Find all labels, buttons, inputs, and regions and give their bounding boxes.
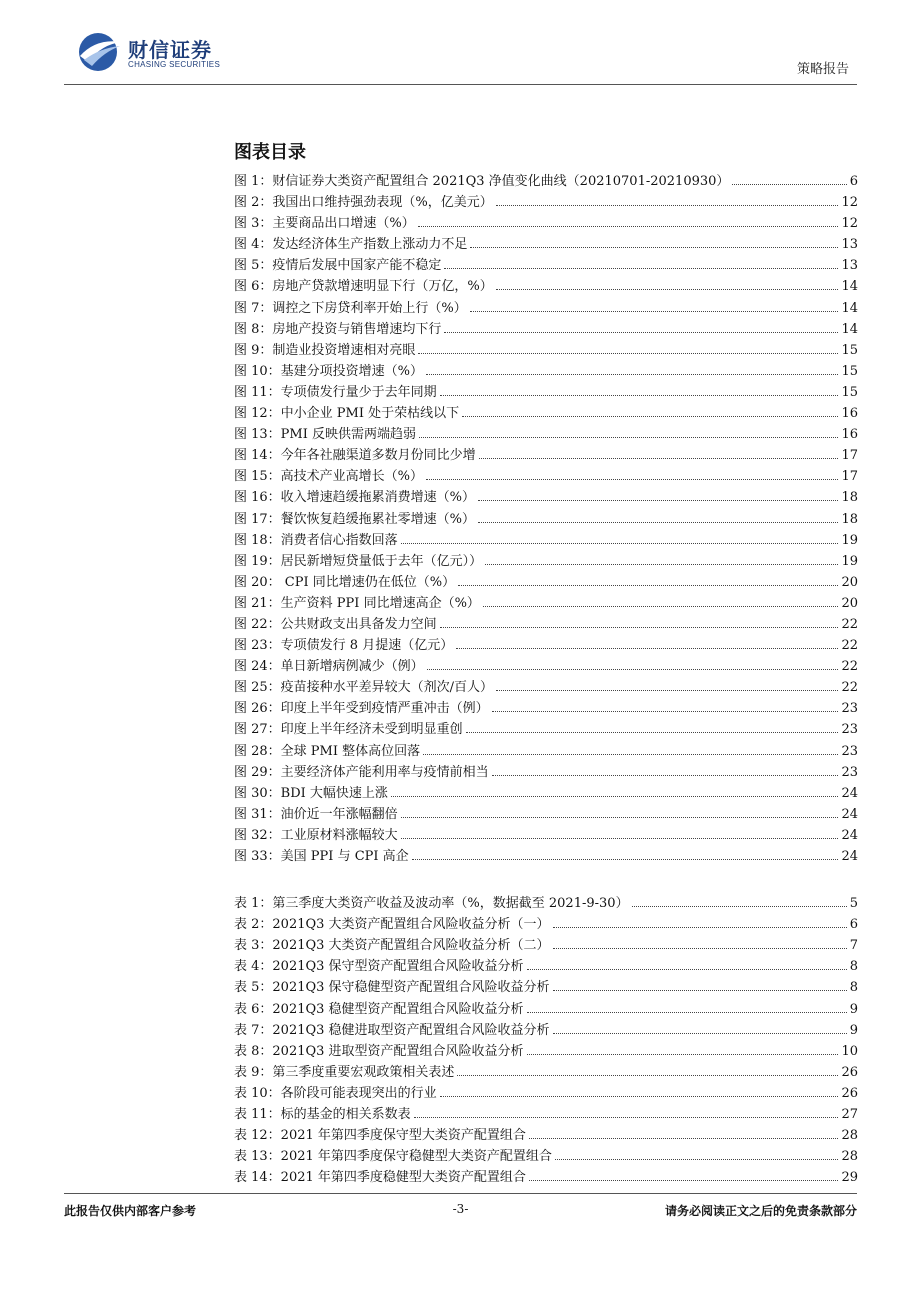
toc-entry-page: 24	[841, 827, 858, 843]
toc-entry-label: 图 16：收入增速趋缓拖累消费增速（%）	[234, 490, 476, 506]
dot-leader	[440, 385, 839, 396]
toc-entry-label: 图 25：疫苗接种水平差异较大（剂次/百人）	[234, 680, 494, 696]
dot-leader	[466, 722, 839, 733]
toc-entry[interactable]	[234, 955, 858, 976]
dot-leader	[418, 216, 839, 227]
toc-entry[interactable]	[234, 191, 858, 212]
dot-leader	[496, 680, 838, 691]
toc-entry[interactable]	[234, 892, 858, 913]
toc-entry[interactable]	[234, 486, 858, 507]
toc-entry[interactable]	[234, 550, 858, 571]
toc-entry[interactable]	[234, 782, 858, 803]
toc-entry[interactable]	[234, 402, 858, 423]
dot-leader	[555, 1149, 839, 1160]
dot-leader	[412, 849, 839, 860]
toc-entry-page: 9	[849, 1022, 858, 1038]
dot-leader	[458, 575, 838, 586]
dot-leader	[553, 917, 847, 928]
dot-leader	[444, 322, 838, 333]
toc-entry-label: 表 13：2021 年第四季度保守稳健型大类资产配置组合	[234, 1149, 552, 1165]
toc-entry[interactable]	[234, 934, 858, 955]
toc-entry-label: 图 27：印度上半年经济未受到明显重创	[234, 722, 463, 738]
toc-entry[interactable]	[234, 1019, 858, 1040]
toc-entry[interactable]	[234, 1145, 858, 1166]
toc-entry-page: 10	[841, 1043, 858, 1059]
dot-leader	[732, 174, 846, 185]
toc-entry-label: 图 17：餐饮恢复趋缓拖累社零增速（%）	[234, 511, 476, 527]
dot-leader	[414, 1107, 839, 1118]
dot-leader	[553, 938, 847, 949]
toc-entry-page: 12	[841, 216, 858, 232]
toc-entry[interactable]	[234, 381, 858, 402]
toc-entry[interactable]	[234, 254, 858, 275]
dot-leader	[527, 959, 847, 970]
toc-entry-page: 20	[841, 574, 858, 590]
toc-entry-label: 图 18：消费者信心指数回落	[234, 532, 398, 548]
toc-entry[interactable]	[234, 1166, 858, 1187]
dot-leader	[391, 786, 839, 797]
toc-entry-page: 18	[841, 490, 858, 506]
toc-entry-page: 26	[841, 1085, 858, 1101]
toc-entry-label: 表 8：2021Q3 进取型资产配置组合风险收益分析	[234, 1043, 524, 1059]
toc-entry[interactable]	[234, 529, 858, 550]
toc-entry-page: 8	[849, 980, 858, 996]
toc-entry-page: 9	[849, 1001, 858, 1017]
toc-entry-page: 22	[841, 680, 858, 696]
toc-entry[interactable]	[234, 976, 858, 997]
dot-leader	[419, 427, 838, 438]
toc-entry-label: 图 9：制造业投资增速相对亮眼	[234, 342, 416, 358]
toc-entry[interactable]	[234, 761, 858, 782]
toc-entry-page: 20	[841, 595, 858, 611]
toc-entry-label: 表 12：2021 年第四季度保守型大类资产配置组合	[234, 1128, 526, 1144]
toc-entry-label: 图 33：美国 PPI 与 CPI 高企	[234, 849, 409, 864]
toc-entry-label: 图 31：油价近一年涨幅翻倍	[234, 806, 398, 822]
toc-entry-label: 图 30：BDI 大幅快速上涨	[234, 785, 388, 801]
figure-list	[234, 170, 858, 866]
toc-entry-page: 28	[841, 1128, 858, 1144]
toc-entry-page: 15	[841, 363, 858, 379]
dot-leader	[401, 828, 839, 839]
toc-entry[interactable]	[234, 655, 858, 676]
toc-entry-label: 图 29：主要经济体产能利用率与疫情前相当	[234, 764, 489, 780]
toc-entry[interactable]	[234, 592, 858, 613]
page-number: -3-	[452, 1202, 469, 1216]
toc-entry-page: 24	[841, 785, 858, 801]
toc-entry[interactable]	[234, 275, 858, 296]
toc-entry-page: 8	[849, 959, 858, 975]
dot-leader	[470, 301, 839, 312]
dot-leader	[529, 1128, 839, 1139]
toc-entry[interactable]	[234, 339, 858, 360]
dot-leader	[444, 258, 838, 269]
toc-entry-label: 图 32：工业原材料涨幅较大	[234, 827, 398, 843]
toc-entry-label: 表 7：2021Q3 稳健进取型资产配置组合风险收益分析	[234, 1022, 550, 1038]
dot-leader	[470, 237, 838, 248]
dot-leader	[485, 554, 838, 565]
toc-entry-page: 15	[841, 384, 858, 400]
toc-entry-label: 表 11：标的基金的相关系数表	[234, 1107, 411, 1123]
toc-entry-label: 图 22：公共财政支出具备发力空间	[234, 616, 437, 632]
dot-leader	[527, 1044, 839, 1055]
toc-entry-label: 表 1：第三季度大类资产收益及波动率（%，数据截至 2021-9-30）	[234, 896, 629, 912]
company-logo	[76, 30, 336, 76]
toc-entry[interactable]	[234, 740, 858, 761]
toc-entry-page: 23	[841, 701, 858, 717]
toc-entry-label: 图 23：专项债发行 8 月提速（亿元）	[234, 638, 454, 654]
toc-entry[interactable]	[234, 676, 858, 697]
toc-entry[interactable]	[234, 634, 858, 655]
toc-entry-label: 表 4：2021Q3 保守型资产配置组合风险收益分析	[234, 959, 524, 975]
dot-leader	[632, 896, 847, 907]
toc-entry-label: 图 26：印度上半年受到疫情严重冲击（例）	[234, 701, 489, 717]
toc-entry-page: 13	[841, 258, 858, 274]
toc-entry[interactable]	[234, 613, 858, 634]
dot-leader	[553, 980, 847, 991]
toc-entry-label: 图 24：单日新增病例减少（例）	[234, 659, 424, 675]
toc-entry-page: 23	[841, 722, 858, 738]
toc-entry-label: 图 15：高技术产业高增长（%）	[234, 469, 424, 485]
dot-leader	[527, 1002, 847, 1013]
toc-entry[interactable]	[234, 1040, 858, 1061]
toc-entry[interactable]	[234, 845, 858, 866]
toc-entry[interactable]	[234, 913, 858, 934]
toc-entry-label: 图 12：中小企业 PMI 处于荣枯线以下	[234, 406, 460, 422]
toc-entry[interactable]	[234, 824, 858, 845]
footer-divider	[64, 1193, 857, 1194]
dot-leader	[401, 807, 839, 818]
toc-entry[interactable]	[234, 718, 858, 739]
toc-entry-page: 15	[841, 342, 858, 358]
toc-entry-label: 图 20： CPI 同比增速仍在低位（%）	[234, 574, 456, 590]
dot-leader	[426, 364, 838, 375]
toc-entry-page: 5	[849, 896, 858, 912]
logo-english-name: CHASING SECURITIES	[128, 60, 221, 69]
toc-entry-page: 22	[841, 638, 858, 654]
dot-leader	[478, 490, 838, 501]
toc-entry-label: 图 7：调控之下房贷利率开始上行（%）	[234, 300, 467, 316]
toc-section	[234, 138, 858, 1187]
toc-entry-label: 图 28：全球 PMI 整体高位回落	[234, 743, 421, 759]
dot-leader	[553, 1023, 847, 1034]
toc-entry-page: 13	[841, 237, 858, 253]
toc-entry-label: 图 2：我国出口维持强劲表现（%，亿美元）	[234, 195, 493, 211]
toc-entry-label: 图 6：房地产贷款增速明显下行（万亿，%）	[234, 279, 493, 295]
toc-entry-page: 14	[841, 300, 858, 316]
toc-entry-page: 23	[841, 743, 858, 759]
toc-entry-label: 图 5：疫情后发展中国家产能不稳定	[234, 258, 442, 274]
toc-entry-page: 12	[841, 195, 858, 211]
toc-entry[interactable]	[234, 360, 858, 381]
toc-entry-page: 14	[841, 321, 858, 337]
toc-entry-label: 图 19：居民新增短贷量低于去年（亿元））	[234, 553, 483, 569]
toc-entry-page: 26	[841, 1064, 858, 1080]
toc-entry[interactable]	[234, 465, 858, 486]
dot-leader	[462, 406, 838, 417]
toc-entry-label: 表 10：各阶段可能表现突出的行业	[234, 1085, 437, 1101]
dot-leader	[440, 1086, 839, 1097]
toc-entry-label: 图 13：PMI 反映供需两端趋弱	[234, 427, 417, 443]
toc-entry[interactable]	[234, 170, 858, 191]
toc-entry-page: 17	[841, 448, 858, 464]
toc-entry-label: 表 5：2021Q3 保守稳健型资产配置组合风险收益分析	[234, 980, 550, 996]
toc-entry[interactable]	[234, 697, 858, 718]
toc-title: 图表目录	[234, 142, 306, 163]
toc-entry-label: 图 4：发达经济体生产指数上涨动力不足	[234, 237, 468, 253]
toc-entry-page: 14	[841, 279, 858, 295]
dot-leader	[479, 448, 839, 459]
toc-entry[interactable]	[234, 1082, 858, 1103]
toc-entry-page: 28	[841, 1149, 858, 1165]
dot-leader	[478, 512, 838, 523]
toc-entry[interactable]	[234, 1103, 858, 1124]
toc-entry[interactable]	[234, 233, 858, 254]
dot-leader	[418, 343, 838, 354]
header-divider	[64, 84, 857, 85]
dot-leader	[427, 659, 839, 670]
toc-entry-label: 图 1：财信证券大类资产配置组合 2021Q3 净值变化曲线（20210701-20210930）	[234, 174, 730, 189]
toc-entry[interactable]	[234, 998, 858, 1019]
toc-entry-page: 19	[841, 553, 858, 569]
toc-entry[interactable]	[234, 1061, 858, 1082]
toc-entry-page: 16	[841, 427, 858, 443]
toc-entry[interactable]	[234, 508, 858, 529]
dot-leader	[457, 1065, 838, 1076]
logo-mark-icon	[76, 30, 124, 74]
dot-leader	[426, 469, 838, 480]
toc-entry-label: 图 21：生产资料 PPI 同比增速高企（%）	[234, 595, 480, 611]
toc-entry-page: 24	[841, 806, 858, 822]
list-gap	[234, 866, 858, 892]
toc-entry[interactable]	[234, 444, 858, 465]
toc-entry[interactable]	[234, 803, 858, 824]
toc-entry-page: 18	[841, 511, 858, 527]
dot-leader	[492, 701, 839, 712]
toc-entry-label: 图 3：主要商品出口增速（%）	[234, 216, 415, 232]
toc-entry-label: 图 11：专项债发行量少于去年同期	[234, 384, 437, 400]
dot-leader	[496, 195, 839, 206]
toc-entry[interactable]	[234, 571, 858, 592]
toc-entry-page: 6	[849, 174, 858, 189]
toc-entry-page: 6	[849, 917, 858, 933]
dot-leader	[496, 279, 839, 290]
logo-chinese-name: 财信证券	[128, 38, 212, 62]
table-list	[234, 892, 858, 1187]
toc-entry-page: 16	[841, 406, 858, 422]
toc-entry-label: 表 2：2021Q3 大类资产配置组合风险收益分析（一）	[234, 917, 550, 933]
dot-leader	[483, 596, 839, 607]
toc-entry-label: 表 3：2021Q3 大类资产配置组合风险收益分析（二）	[234, 938, 550, 954]
dot-leader	[401, 533, 839, 544]
toc-entry-label: 图 10：基建分项投资增速（%）	[234, 363, 424, 379]
dot-leader	[423, 744, 838, 755]
toc-entry-label: 表 14：2021 年第四季度稳健型大类资产配置组合	[234, 1170, 526, 1186]
toc-entry-page: 27	[841, 1107, 858, 1123]
toc-entry-label: 图 14：今年各社融渠道多数月份同比少增	[234, 448, 476, 464]
footer-disclaimer: 此报告仅供内部客户参考	[64, 1204, 197, 1218]
toc-entry[interactable]	[234, 297, 858, 318]
dot-leader	[492, 765, 839, 776]
dot-leader	[456, 638, 838, 649]
toc-entry-page: 22	[841, 616, 858, 632]
toc-entry-page: 23	[841, 764, 858, 780]
toc-entry-page: 22	[841, 659, 858, 675]
toc-entry-label: 图 8：房地产投资与销售增速均下行	[234, 321, 442, 337]
toc-entry[interactable]	[234, 318, 858, 339]
dot-leader	[529, 1170, 839, 1181]
toc-entry-page: 29	[841, 1170, 858, 1186]
toc-entry-page: 24	[841, 849, 858, 864]
toc-entry-label: 表 6：2021Q3 稳健型资产配置组合风险收益分析	[234, 1001, 524, 1017]
dot-leader	[440, 617, 839, 628]
toc-entry-page: 19	[841, 532, 858, 548]
footer-notice: 请务必阅读正文之后的免责条款部分	[664, 1204, 857, 1218]
toc-entry-page: 17	[841, 469, 858, 485]
page-header	[64, 28, 857, 86]
toc-entry-label: 表 9：第三季度重要宏观政策相关表述	[234, 1064, 455, 1080]
toc-entry[interactable]	[234, 212, 858, 233]
toc-entry[interactable]	[234, 1124, 858, 1145]
toc-entry[interactable]	[234, 423, 858, 444]
report-type: 策略报告	[796, 62, 849, 77]
toc-entry-page: 7	[849, 938, 858, 954]
